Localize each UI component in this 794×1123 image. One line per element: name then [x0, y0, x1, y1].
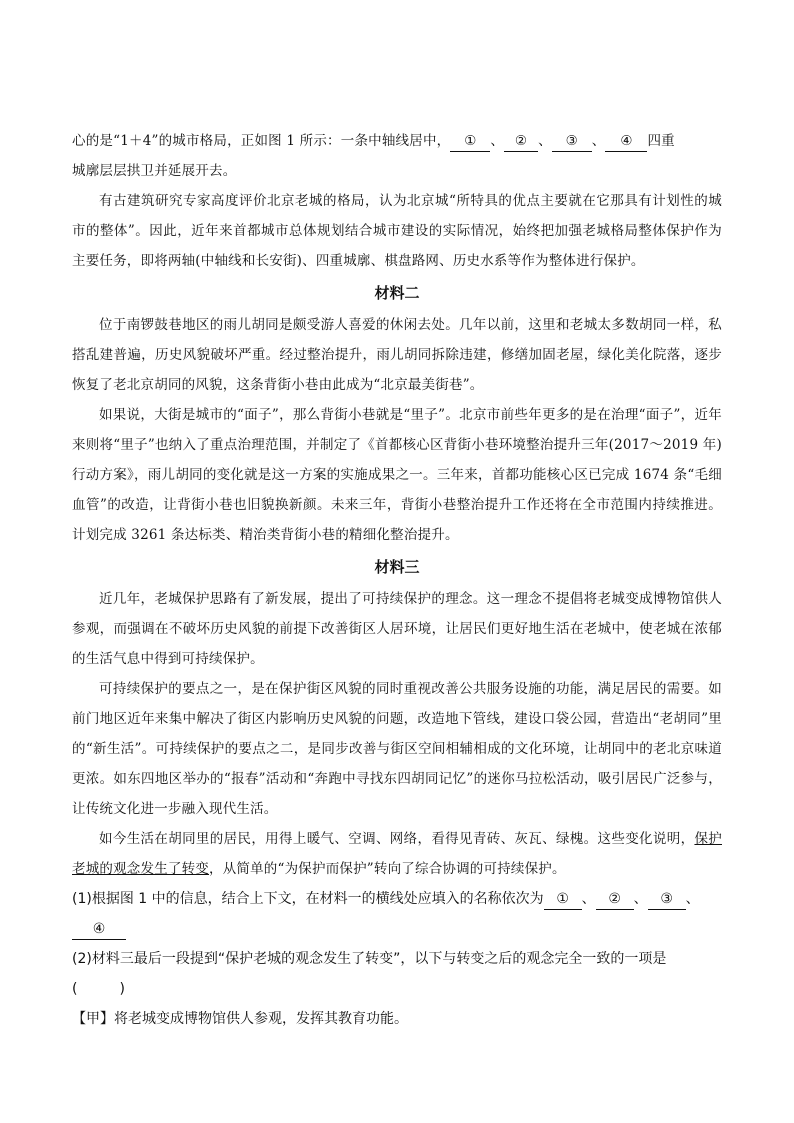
paragraph-1: 有古建筑研究专家高度评价北京老城的格局，认为北京城“所特具的优点主要就在它那具有计划性的城市的整体”。因此，近年来首都城市总体规划结合城市建设的实际情况，始终把加强老城格局整体保护作为主要任务，即将两轴(中轴线和长安街)、四重城廓、棋盘路网、历史水系等作为整体进行保护。	[72, 193, 722, 269]
material-2-paragraph-2: 如果说，大街是城市的“面子”，那么背街小巷就是“里子”。北京市前些年更多的是在治理“面子”，近年来则将“里子”也纳入了重点治理范围，并制定了《首都核心区背街小巷环境整治提升三年(2017～2019 年)行动方案》，雨儿胡同的变化就是这一方案的实施成果之一。三年来，首都功能核心区已完成 1674 条“毛细血管”的改造，让背街小巷也旧貌换新颜。未来三年，背街小巷整治提升工作还将在全市范围内持续推进。计划完成 3261 条达标类、精治类背街小巷的精细化整治提升。	[72, 407, 722, 543]
material-2-heading: 材料二	[374, 284, 420, 302]
question-1: (1)根据图 1 中的信息，结合上下文，在材料一的横线处应填入的名称依次为 ① 、 ② 、 ③ 、 ④	[72, 884, 722, 944]
intro-line-2: 城廓层层拱卫并延展开去。	[72, 163, 237, 179]
document-content	[72, 126, 722, 1034]
question-2-answer-paren[interactable]: ( )	[72, 981, 125, 997]
answer-blank-4[interactable]: ④	[72, 919, 126, 940]
intro-text: 心的是“1＋4”的城市格局，正如图 1 所示：一条中轴线居中，	[72, 133, 451, 149]
option-jia: 【甲】将老城变成博物馆供人参观，发挥其教育功能。	[72, 1011, 408, 1027]
blank-2[interactable]: ②	[504, 131, 538, 152]
material-3-paragraph-2: 可持续保护的要点之一，是在保护街区风貌的同时重视改善公共服务设施的功能，满足居民的需要。如前门地区近年来集中解决了街区内影响历史风貌的问题，改造地下管线，建设口袋公园，营造出“老胡同”里的“新生活”。可持续保护的要点之二，是同步改善与街区空间相辅相成的文化环境，让胡同中的老北京味道更浓。如东四地区举办的“报春”活动和“奔跑中寻找东四胡同记忆”的迷你马拉松活动，吸引居民广泛参与，让传统文化进一步融入现代生活。	[72, 681, 722, 817]
underlined-phrase: 保护老城的观念发生了转变	[72, 831, 722, 877]
answer-blank-1[interactable]: ①	[544, 889, 582, 910]
answer-blank-2[interactable]: ②	[596, 889, 634, 910]
question-2: (2)材料三最后一段提到“保护老城的观念发生了转变”，以下与转变之后的观念完全一致的一项是	[72, 951, 667, 967]
blank-4[interactable]: ④	[605, 131, 647, 152]
material-3-paragraph-1: 近几年，老城保护思路有了新发展，提出了可持续保护的理念。这一理念不提倡将老城变成博物馆供人参观，而强调在不破坏历史风貌的前提下改善街区人居环境，让居民们更好地生活在老城中，使老城在浓郁的生活气息中得到可持续保护。	[72, 591, 722, 667]
material-2-paragraph-1: 位于南锣鼓巷地区的雨儿胡同是颇受游人喜爱的休闲去处。几年以前，这里和老城太多数胡同一样，私搭乱建普遍，历史风貌破坏严重。经过整治提升，雨儿胡同拆除违建，修缮加固老屋，绿化美化院落，逐步恢复了老北京胡同的风貌，这条背街小巷由此成为“北京最美街巷”。	[72, 317, 722, 393]
blank-3[interactable]: ③	[552, 131, 592, 152]
answer-blank-3[interactable]: ③	[648, 889, 686, 910]
blank-1[interactable]: ①	[450, 131, 490, 152]
intro-line-1: 心的是“1＋4”的城市格局，正如图 1 所示：一条中轴线居中， ① 、 ② 、 ③ 、 ④ 四重	[72, 126, 722, 156]
material-3-heading: 材料三	[374, 558, 420, 576]
material-3-paragraph-3: 如今生活在胡同里的居民，用得上暖气、空调、网络，看得见青砖、灰瓦、绿槐。这些变化说明，保护老城的观念发生了转变，从简单的“为保护而保护”转向了综合协调的可持续保护。	[72, 831, 722, 877]
